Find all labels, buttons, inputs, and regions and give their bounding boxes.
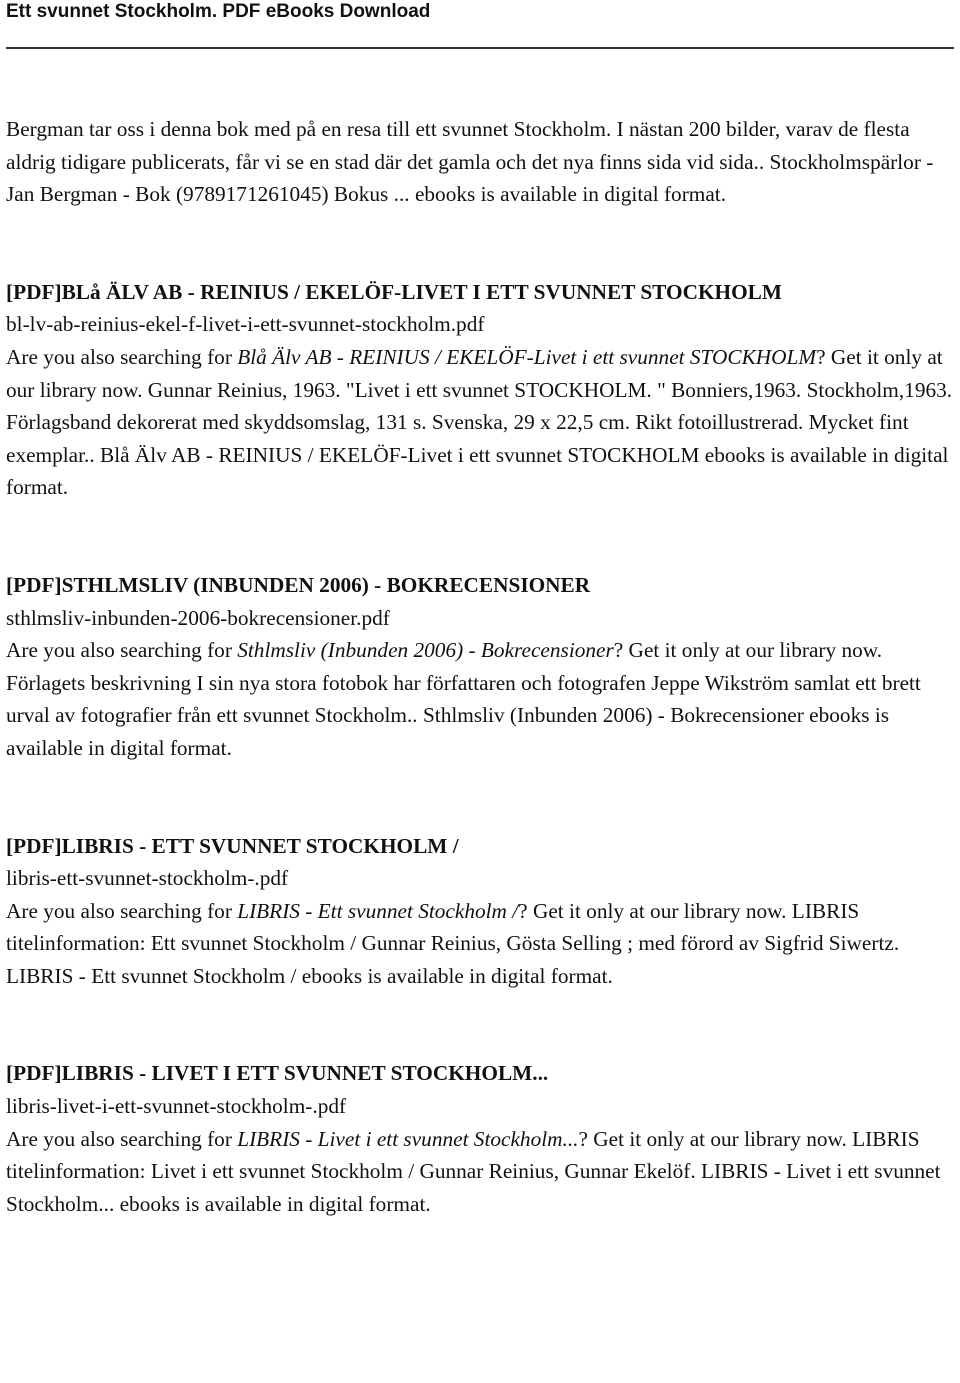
document-body — [6, 113, 954, 1220]
entry-prefix: Are you also searching for — [6, 638, 238, 663]
entry-description — [6, 634, 954, 764]
entry-filename: libris-livet-i-ett-svunnet-stockholm-.pdf — [6, 1094, 347, 1119]
entry-description — [6, 341, 954, 504]
ebook-entry — [6, 276, 954, 504]
entry-filename: sthlmsliv-inbunden-2006-bokrecensioner.pdf — [6, 605, 390, 630]
intro-section — [6, 113, 954, 211]
entry-body: ? Get it only at our library now. LIBRIS titelinformation: Livet i ett svunnet Stockholm / Gunnar Reinius, Gunnar Ekelöf. LIBRIS - Livet i ett svunnet Stockholm... ebooks is available in digital format. — [6, 1126, 941, 1216]
entry-title: [PDF]LIBRIS - LIVET I ETT SVUNNET STOCKHOLM... — [6, 1061, 549, 1086]
ebook-entry — [6, 830, 954, 993]
entry-book-title: Sthlmsliv (Inbunden 2006) - Bokrecensioner — [237, 638, 614, 663]
entry-body: ? Get it only at our library now. LIBRIS titelinformation: Ett svunnet Stockholm / Gunnar Reinius, Gösta Selling ; med förord av Sigfrid Siwertz. LIBRIS - Ett svunnet Stockholm / ebooks is available in digital format. — [6, 898, 900, 988]
entry-body: ? Get it only at our library now. Förlagets beskrivning I sin nya stora fotobok har författaren och fotografen Jeppe Wikström samlat ett brett urval av fotografier från ett svunnet Stockholm.. Sthlmsliv (Inbunden 2006) - Bokrecensioner ebooks is available in digital format. — [6, 638, 921, 760]
entry-prefix: Are you also searching for — [6, 898, 238, 923]
entry-prefix: Are you also searching for — [6, 344, 238, 369]
entry-filename: libris-ett-svunnet-stockholm-.pdf — [6, 866, 289, 891]
entry-description — [6, 895, 954, 993]
ebook-entry — [6, 569, 954, 765]
entry-title: [PDF]LIBRIS - ETT SVUNNET STOCKHOLM / — [6, 833, 459, 858]
ebook-entry — [6, 1057, 954, 1220]
entry-title: [PDF]STHLMSLIV (INBUNDEN 2006) - BOKRECENSIONER — [6, 572, 591, 597]
entry-title: [PDF]BLå ÄLV AB - REINIUS / EKELÖF-LIVET I ETT SVUNNET STOCKHOLM — [6, 279, 782, 304]
header-divider — [6, 47, 954, 49]
entry-description — [6, 1123, 954, 1221]
entry-book-title: Blå Älv AB - REINIUS / EKELÖF-Livet i ett svunnet STOCKHOLM — [237, 344, 817, 369]
page-header — [6, 0, 954, 27]
intro-paragraph: Bergman tar oss i denna bok med på en resa till ett svunnet Stockholm. I nästan 200 bilder, varav de flesta aldrig tidigare publicerats, får vi se en stad där det gamla och det nya finns sida vid sida.. Stockholmspärlor - Jan Bergman - Bok (9789171261045) Bokus ... ebooks is available in digital format. — [6, 117, 934, 207]
entry-body: ? Get it only at our library now. Gunnar Reinius, 1963. "Livet i ett svunnet STOCKHOLM. " Bonniers,1963. Stockholm,1963. Förlagsband dekorerat med skyddsomslag, 131 s. Svenska, 29 x 22,5 cm. Rikt fotoillustrerad. Mycket fint exemplar.. Blå Älv AB - REINIUS / EKELÖF-Livet i ett svunnet STOCKHOLM ebooks is available in digital format. — [6, 344, 953, 500]
entry-book-title: LIBRIS - Ett svunnet Stockholm / — [237, 898, 519, 923]
entry-filename: bl-lv-ab-reinius-ekel-f-livet-i-ett-svunnet-stockholm.pdf — [6, 312, 485, 337]
entry-prefix: Are you also searching for — [6, 1126, 238, 1151]
page-title: Ett svunnet Stockholm. PDF eBooks Download — [6, 1, 431, 22]
entry-book-title: LIBRIS - Livet i ett svunnet Stockholm... — [237, 1126, 579, 1151]
